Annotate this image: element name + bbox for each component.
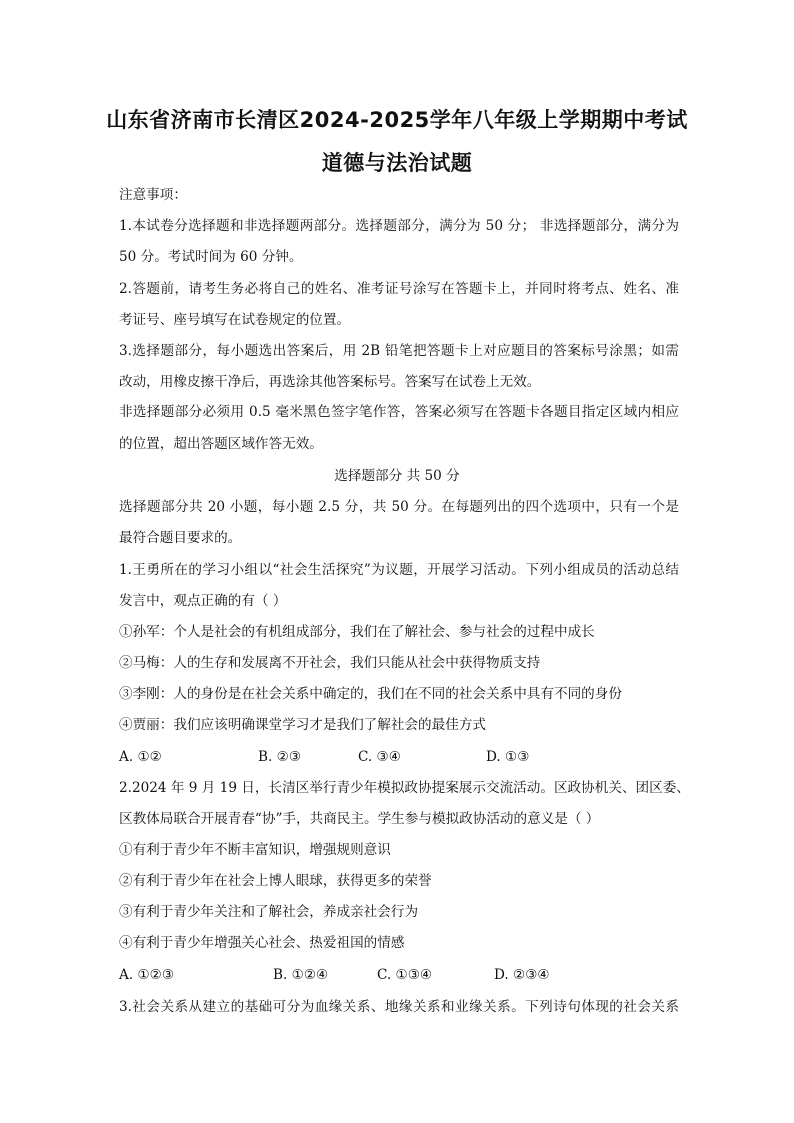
notice-item-1-cont: 50 分。考试时间为 60 分钟。 — [119, 249, 303, 265]
question-2-stem: 2.2024 年 9 月 19 日，长清区举行青少年模拟政协提案展示交流活动。区政协机关、团区委、 — [119, 780, 690, 796]
question-1-statement: ④贾丽：我们应该明确课堂学习才是我们了解社会的最佳方式 — [119, 717, 487, 733]
question-2-option-a: A. ①②③ — [119, 967, 175, 983]
question-1-stem-cont: 发言中，观点正确的有（ ） — [119, 593, 287, 609]
question-2-option-c: C. ①③④ — [377, 967, 433, 983]
question-1-option-d: D. ①③ — [486, 749, 530, 765]
question-1-option-b: B. ②③ — [258, 749, 302, 765]
question-3-stem: 3.社会关系从建立的基础可分为血缘关系、地缘关系和业缘关系。下列诗句体现的社会关系 — [119, 999, 679, 1015]
notice-item-4: 非选择题部分必须用 0.5 毫米黑色签字笔作答，答案必须写在答题卡各题目指定区域内相应 — [119, 404, 679, 420]
question-1-statement: ①孙军：个人是社会的有机组成部分，我们在了解社会、参与社会的过程中成长 — [119, 624, 595, 640]
exam-subtitle: 道德与法治试题 — [321, 151, 473, 175]
question-1-statement: ③李刚：人的身份是在社会关系中确定的，我们在不同的社会关系中具有不同的身份 — [119, 686, 622, 702]
notice-heading: 注意事项： — [119, 187, 187, 203]
section-title: 选择题部分 共 50 分 — [334, 468, 460, 484]
notice-item-1: 1.本试卷分选择题和非选择题两部分。选择题部分，满分为 50 分； 非选择题部分，满分为 — [119, 218, 679, 234]
question-2-statement: ②有利于青少年在社会上博人眼球，获得更多的荣誉 — [119, 873, 432, 889]
section-description: 选择题部分共 20 小题，每小题 2.5 分，共 50 分。在每题列出的四个选项中，只有一个是 — [119, 499, 679, 515]
question-2-option-d: D. ②③④ — [494, 967, 550, 983]
question-1-statement: ②马梅：人的生存和发展离不开社会，我们只能从社会中获得物质支持 — [119, 655, 541, 671]
question-1-stem: 1.王勇所在的学习小组以“社会生活探究”为议题，开展学习活动。下列小组成员的活动总结 — [119, 562, 679, 578]
question-2-statement: ③有利于青少年关注和了解社会，养成亲社会行为 — [119, 904, 419, 920]
section-description-cont: 最符合题目要求的。 — [119, 530, 242, 546]
exam-title: 山东省济南市长清区2024-2025学年八年级上学期期中考试 — [106, 108, 688, 132]
question-2-statement: ④有利于青少年增强关心社会、热爱祖国的情感 — [119, 935, 405, 951]
notice-item-2-cont: 考证号、座号填写在试卷规定的位置。 — [119, 312, 351, 328]
notice-item-3-cont: 改动，用橡皮擦干净后，再选涂其他答案标号。答案写在试卷上无效。 — [119, 374, 541, 390]
notice-item-3: 3.选择题部分，每小题选出答案后，用 2B 铅笔把答题卡上对应题目的答案标号涂黑；如需 — [119, 343, 679, 359]
question-2-option-b: B. ①②④ — [273, 967, 329, 983]
notice-item-4-cont: 的位置，超出答题区域作答无效。 — [119, 436, 323, 452]
question-2-stem-cont: 区教体局联合开展青春“协”手，共商民主。学生参与模拟政协活动的意义是（ ） — [119, 811, 600, 827]
question-1-option-c: C. ③④ — [358, 749, 401, 765]
question-1-option-a: A. ①② — [119, 749, 162, 765]
notice-item-2: 2.答题前，请考生务必将自己的姓名、准考证号涂写在答题卡上，并同时将考点、姓名、准 — [119, 281, 679, 297]
question-2-statement: ①有利于青少年不断丰富知识，增强规则意识 — [119, 842, 391, 858]
